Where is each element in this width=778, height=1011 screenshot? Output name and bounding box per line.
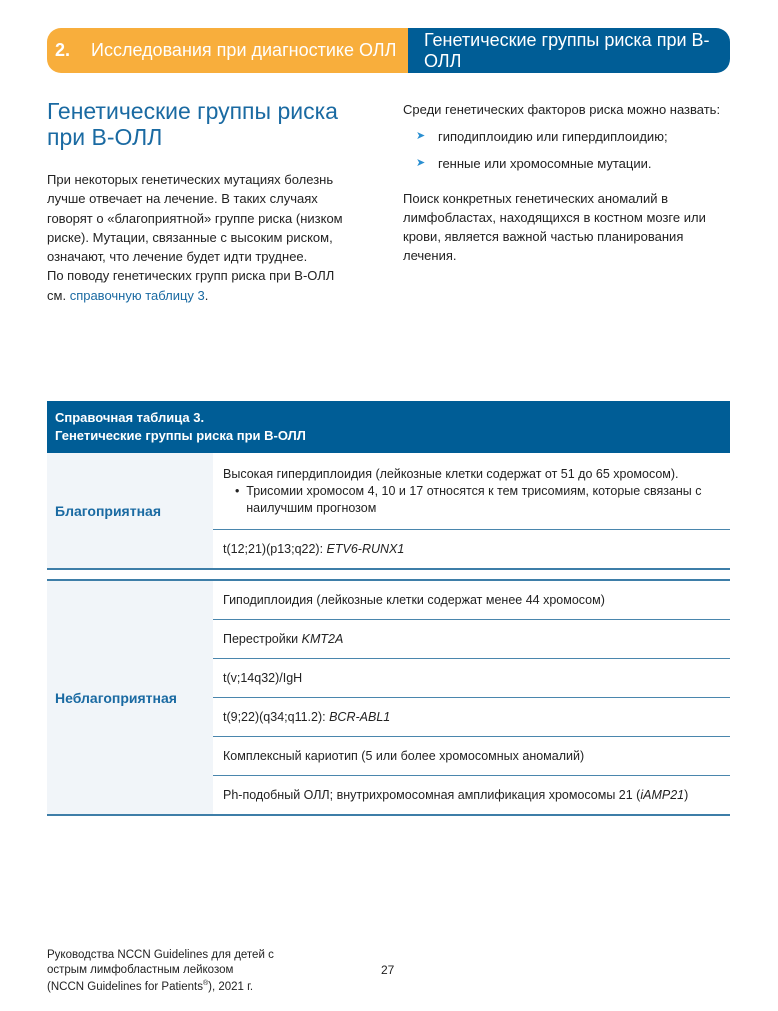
gene-name: KMT2A — [301, 631, 344, 646]
page-topic-tab[interactable] — [408, 28, 730, 73]
row-text: Гиподиплоидия (лейкозные клетки содержат менее 44 хромосом) — [223, 592, 605, 607]
group-label-unfavorable: Неблагоприятная — [47, 581, 213, 814]
bullet-icon: • — [235, 483, 240, 498]
list-item — [403, 154, 733, 173]
row-text: t(v;14q32)/IgH — [223, 670, 303, 685]
row-text: t(12;21)(p13;q22): — [223, 541, 327, 556]
row-subitem-text: Трисомии хромосом 4, 10 и 17 относятся к тем трисомиям, которые связаны с наилучшим прогнозом — [246, 483, 702, 515]
group-favorable — [47, 453, 730, 568]
section-tab[interactable] — [47, 28, 408, 73]
list-item-text: генные или хромосомные мутации. — [438, 156, 652, 171]
gene-name: iAMP21 — [640, 787, 685, 802]
risk-factors-list — [403, 127, 733, 173]
table-caption-line2: Генетические группы риска при В-ОЛЛ — [55, 428, 306, 443]
row-text: Перестройки — [223, 631, 302, 646]
group-unfavorable — [47, 581, 730, 814]
risk-factors-column — [403, 100, 733, 265]
table-row — [213, 659, 730, 698]
row-text: Высокая гипердиплоидия (лейкозные клетки содержат от 51 до 65 хромосом). — [223, 466, 679, 481]
risk-factors-intro: Среди генетических факторов риска можно назвать: — [403, 102, 721, 117]
section-title: Исследования при диагностике ОЛЛ — [91, 40, 397, 60]
arrow-bullet-icon: ➤ — [416, 157, 426, 169]
row-text: Комплексный кариотип (5 или более хромосомных аномалий) — [223, 748, 585, 763]
ref-suffix: . — [204, 287, 209, 303]
intro-paragraph — [47, 170, 347, 305]
reference-table — [47, 401, 730, 816]
table-row — [213, 453, 730, 530]
group-separator — [47, 568, 730, 581]
footer-line3: (NCCN Guidelines for Patients®), 2021 г. — [47, 980, 254, 993]
search-paragraph: Поиск конкретных генетических аномалий в лимфобластах, находящихся в костном мозге или крови, является важной частью планирования лечения. — [403, 191, 706, 263]
page-number: 27 — [381, 963, 395, 977]
arrow-bullet-icon: ➤ — [416, 130, 426, 142]
table-row — [213, 530, 730, 568]
table-bottom-rule — [47, 814, 730, 816]
footer — [47, 948, 274, 994]
gene-name: BCR-ABL1 — [329, 709, 391, 724]
list-item-text: гиподиплоидию или гипердиплоидию; — [438, 129, 668, 144]
ref-prefix: По поводу генетических групп риска при В-ОЛЛ см. — [47, 268, 335, 303]
chapter-header — [47, 28, 730, 73]
table-reference-link[interactable]: справочную таблицу 3 — [69, 287, 205, 303]
table-row — [213, 776, 730, 814]
table-row — [213, 698, 730, 737]
row-text-suffix: ) — [684, 787, 689, 802]
page-topic: Генетические группы риска при В-ОЛЛ — [424, 29, 710, 71]
gene-name: ETV6-RUNX1 — [326, 541, 405, 556]
row-text: t(9;22)(q34;q11.2): — [223, 709, 330, 724]
list-item — [403, 127, 733, 146]
table-row — [213, 737, 730, 776]
table-row — [213, 620, 730, 659]
row-subitem — [223, 483, 720, 517]
table-caption-line1: Справочная таблица 3. — [55, 410, 205, 425]
row-text: Ph-подобный ОЛЛ; внутрихромосомная амплификация хромосомы 21 ( — [223, 787, 641, 802]
footer-line1: Руководства NCCN Guidelines для детей с — [47, 949, 274, 961]
section-number: 2. — [55, 40, 71, 60]
table-row — [213, 581, 730, 620]
footer-line2: острым лимфобластным лейкозом — [47, 963, 234, 976]
group-label-favorable: Благоприятная — [47, 453, 213, 568]
page-title: Генетические группы риска при В-ОЛЛ — [47, 98, 338, 150]
intro-text: При некоторых генетических мутациях болезнь лучше отвечает на лечение. В таких случаях говорят о «благоприятной» группе риска (низком риске). Мутации, связанные с высоким риском, означают, что лечение будет идти труднее. — [47, 172, 343, 265]
table-caption — [47, 401, 730, 453]
